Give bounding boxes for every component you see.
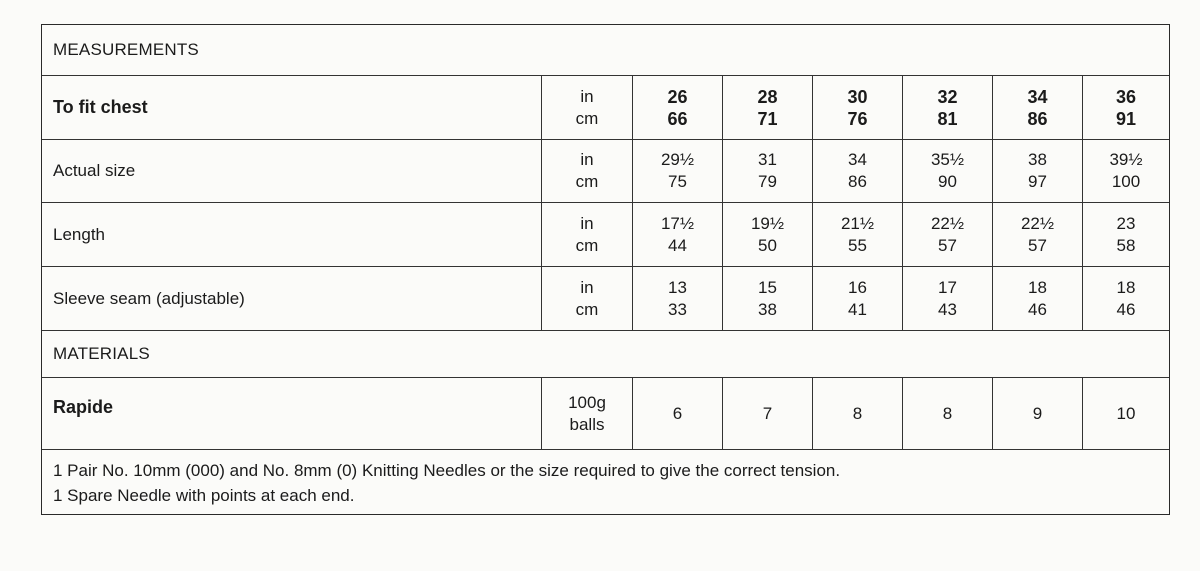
value-in: 18	[1028, 277, 1047, 297]
size-cell	[812, 267, 902, 330]
value-cm: 55	[848, 235, 867, 255]
size-cell	[902, 378, 992, 449]
size-cell	[1082, 140, 1169, 202]
value-cm: 44	[668, 235, 687, 255]
note-spare-needle: 1 Spare Needle with points at each end.	[53, 486, 355, 505]
value-cm: 38	[758, 299, 777, 319]
notes-row	[42, 450, 1169, 514]
value-cm: 75	[668, 172, 687, 191]
value-in: 15	[758, 277, 777, 297]
unit-cm: cm	[575, 235, 599, 255]
unit-cm: cm	[575, 299, 599, 319]
value-in: 28	[757, 86, 778, 107]
materials-title: MATERIALS	[53, 344, 150, 363]
size-cell	[722, 76, 812, 139]
value-in: 26	[667, 86, 688, 107]
value-cm: 57	[938, 235, 957, 255]
value-in: 21½	[840, 213, 875, 233]
value-in: 13	[668, 277, 687, 297]
value-cm: 90	[938, 172, 957, 191]
unit-cell	[541, 267, 632, 330]
value-cm: 71	[757, 108, 778, 129]
row-label: Rapide	[53, 397, 114, 417]
value-in: 30	[847, 86, 868, 107]
measurements-header-row	[42, 25, 1169, 76]
value-in: 29½	[660, 150, 695, 169]
materials-header-row	[42, 331, 1169, 378]
row-label: Actual size	[53, 161, 136, 180]
size-cell	[632, 76, 722, 139]
size-cell	[812, 203, 902, 266]
value-cm: 100	[1111, 172, 1141, 191]
size-cell	[902, 267, 992, 330]
value-cm: 43	[938, 299, 957, 319]
value-balls: 7	[762, 403, 773, 423]
value-cm: 91	[1115, 108, 1137, 129]
unit-weight: 100g	[568, 392, 606, 412]
value-in: 16	[848, 277, 867, 297]
size-cell	[902, 203, 992, 266]
unit-in: in	[580, 277, 594, 297]
notes	[53, 458, 840, 508]
value-cm: 46	[1028, 299, 1047, 319]
value-balls: 8	[942, 403, 953, 423]
value-in: 34	[1027, 86, 1048, 107]
value-balls: 6	[672, 403, 683, 423]
size-cell	[722, 378, 812, 449]
value-balls: 8	[852, 403, 863, 423]
size-cell	[632, 378, 722, 449]
table-row-rapide	[42, 378, 1169, 450]
unit-cm: cm	[575, 108, 599, 128]
value-cm: 58	[1116, 235, 1136, 255]
value-in: 23	[1116, 213, 1136, 233]
value-cm: 41	[848, 299, 867, 319]
value-cm: 81	[937, 108, 958, 129]
size-cell	[722, 203, 812, 266]
size-cell	[992, 76, 1082, 139]
unit-cell	[541, 76, 632, 139]
value-cm: 79	[758, 172, 777, 191]
unit-in: in	[580, 150, 594, 169]
value-in: 39½	[1109, 150, 1143, 169]
value-in: 36	[1115, 86, 1137, 107]
unit-cell	[541, 140, 632, 202]
row-label: Length	[53, 224, 105, 244]
value-balls: 10	[1116, 403, 1136, 423]
value-cm: 86	[848, 172, 867, 191]
value-in: 22½	[1020, 213, 1055, 233]
table-row-actual-size	[42, 140, 1169, 203]
size-cell	[722, 267, 812, 330]
value-balls: 9	[1032, 403, 1043, 423]
value-cm: 76	[847, 108, 868, 129]
value-in: 31	[758, 150, 777, 169]
unit-cell	[541, 378, 632, 449]
row-label: Sleeve seam (adjustable)	[53, 288, 245, 308]
value-cm: 97	[1028, 172, 1047, 191]
size-cell	[992, 378, 1082, 449]
measurements-table	[41, 24, 1170, 515]
value-cm: 86	[1027, 108, 1048, 129]
value-cm: 57	[1028, 235, 1047, 255]
size-cell	[992, 267, 1082, 330]
value-cm: 66	[667, 108, 688, 129]
note-needles: 1 Pair No. 10mm (000) and No. 8mm (0) Knitting Needles or the size required to give the correct tension.	[53, 461, 841, 480]
size-cell	[632, 267, 722, 330]
value-cm: 50	[758, 235, 777, 255]
value-in: 34	[848, 150, 867, 169]
size-cell	[1082, 203, 1169, 266]
size-cell	[722, 140, 812, 202]
value-in: 32	[937, 86, 958, 107]
measurements-title: MEASUREMENTS	[53, 40, 199, 59]
value-in: 17½	[660, 213, 695, 233]
value-in: 19½	[750, 213, 785, 233]
size-cell	[812, 76, 902, 139]
unit-balls: balls	[569, 414, 605, 434]
size-cell	[992, 140, 1082, 202]
size-cell	[1082, 76, 1169, 139]
unit-cell	[541, 203, 632, 266]
table-row-to-fit-chest	[42, 76, 1169, 140]
unit-in: in	[580, 86, 594, 106]
value-in: 22½	[930, 213, 965, 233]
size-cell	[902, 76, 992, 139]
row-label: To fit chest	[53, 97, 148, 117]
size-cell	[812, 378, 902, 449]
unit-in: in	[580, 213, 594, 233]
value-cm: 33	[668, 299, 687, 319]
size-cell	[1082, 267, 1169, 330]
value-in: 38	[1028, 150, 1047, 169]
size-cell	[992, 203, 1082, 266]
value-in: 18	[1116, 277, 1136, 297]
table-row-sleeve-seam	[42, 267, 1169, 331]
size-cell	[632, 140, 722, 202]
value-cm: 46	[1116, 299, 1136, 319]
size-cell	[632, 203, 722, 266]
size-cell	[902, 140, 992, 202]
size-cell	[1082, 378, 1169, 449]
unit-cm: cm	[575, 172, 599, 191]
value-in: 35½	[930, 150, 965, 169]
table-row-length	[42, 203, 1169, 267]
value-in: 17	[938, 277, 957, 297]
size-cell	[812, 140, 902, 202]
